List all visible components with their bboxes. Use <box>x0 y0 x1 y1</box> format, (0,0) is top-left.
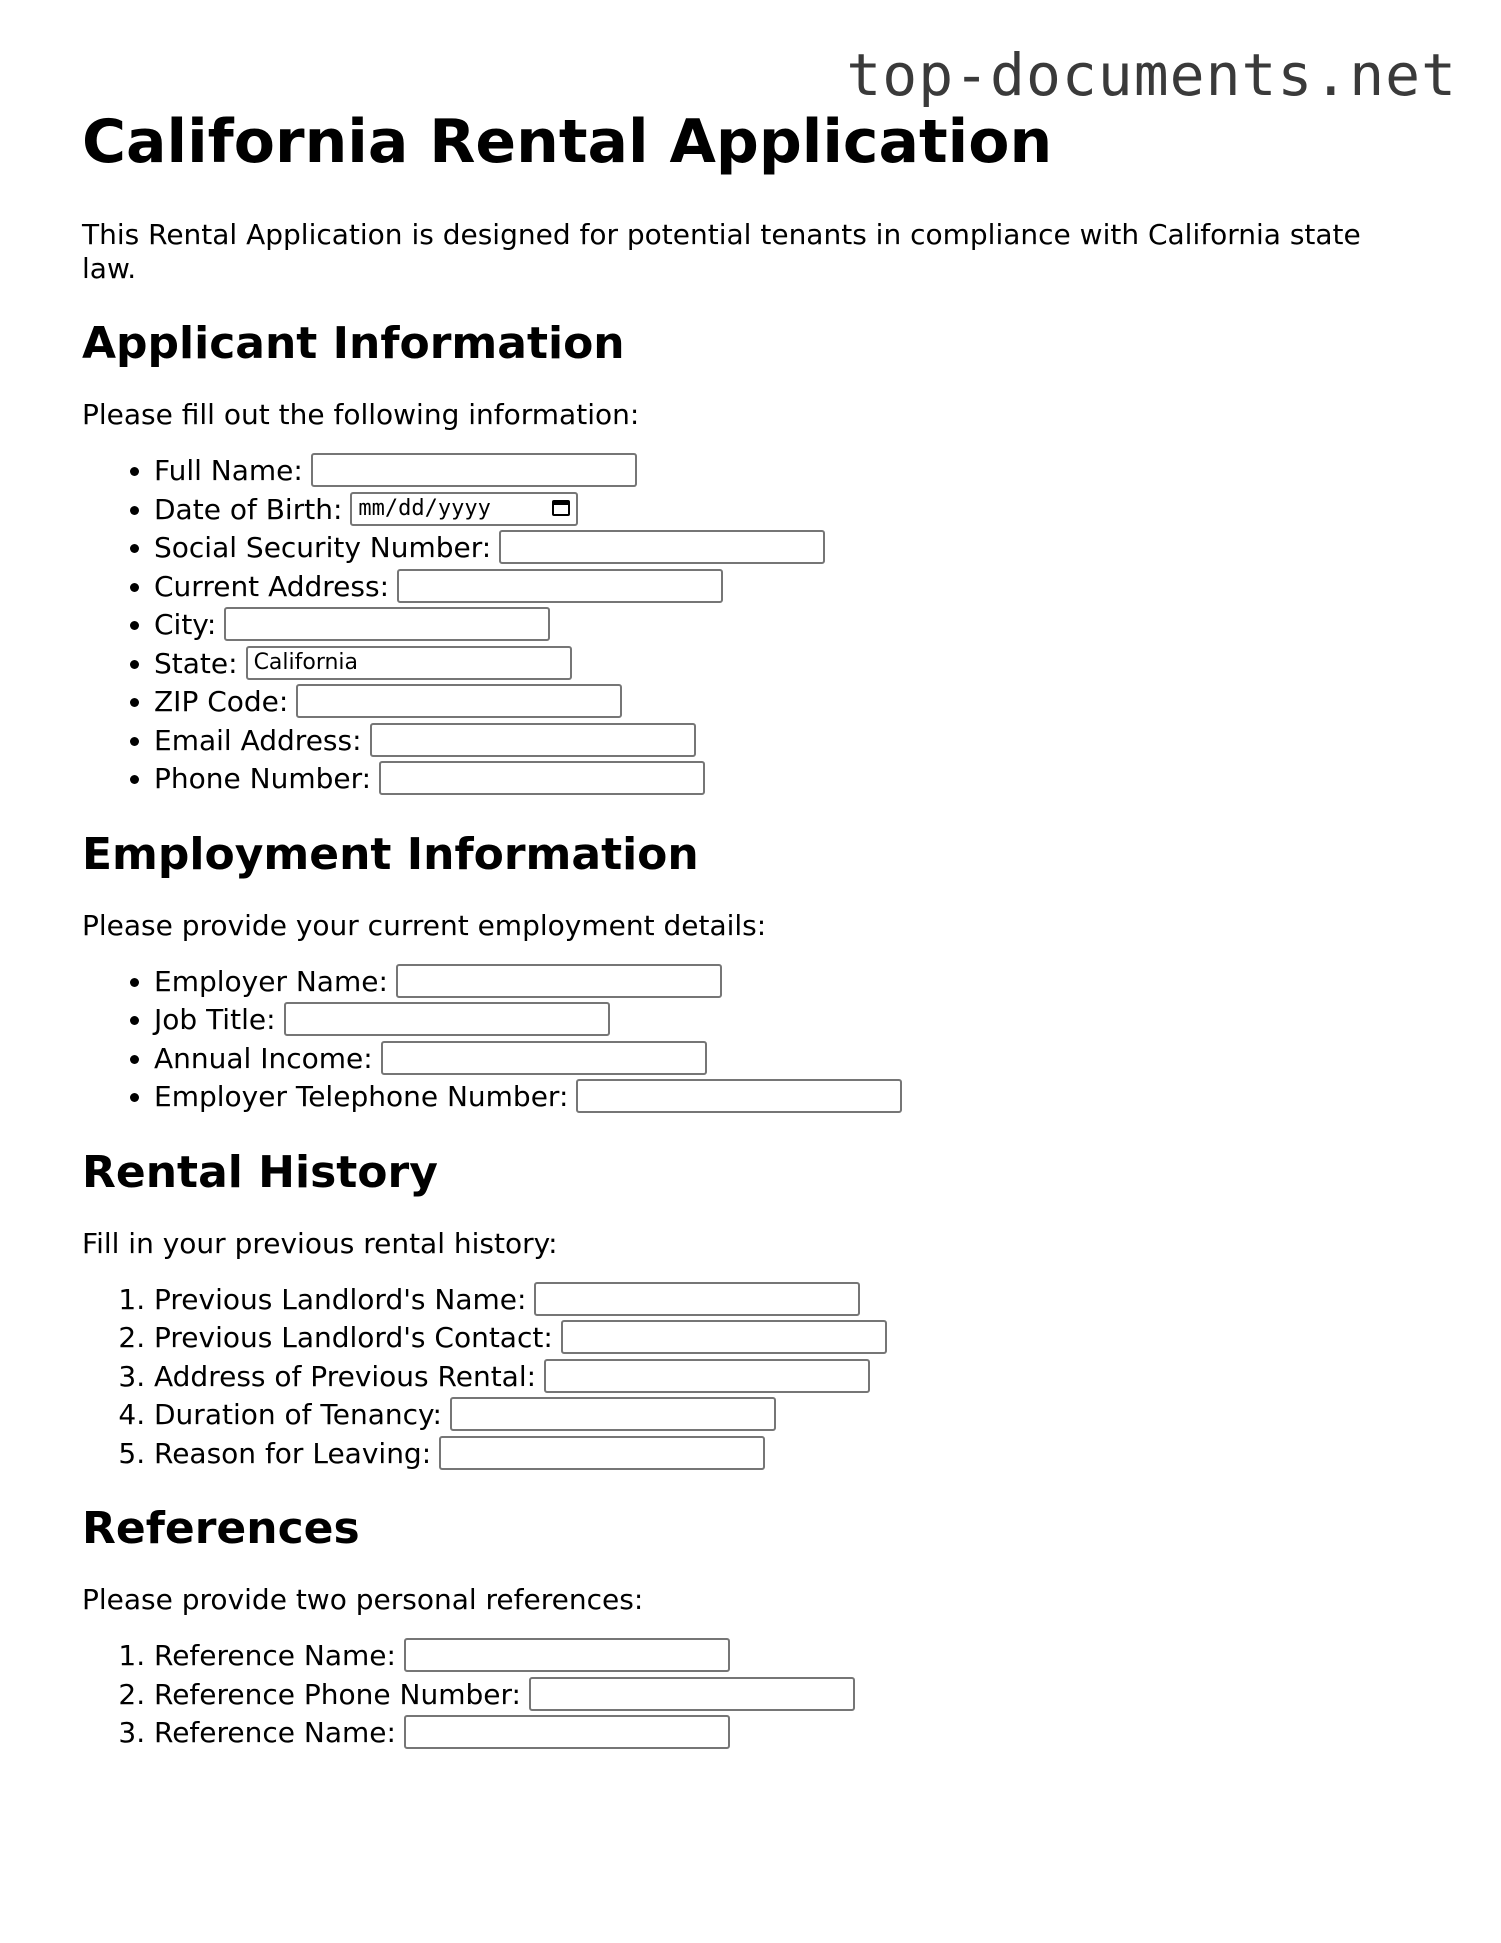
list-item <box>154 452 1422 491</box>
employment-heading: Employment Information <box>82 828 699 880</box>
ssn-input[interactable] <box>499 530 825 564</box>
landlord-name-label: Previous Landlord's Name: <box>154 1282 527 1316</box>
list-item <box>154 1637 1422 1676</box>
landlord-contact-input[interactable] <box>561 1320 887 1354</box>
list-item <box>154 1435 1422 1474</box>
references-prompt: Please provide two personal references: <box>82 1583 644 1616</box>
references-list <box>82 1637 1422 1753</box>
list-item <box>154 760 1422 799</box>
calendar-icon[interactable] <box>552 500 570 516</box>
document <box>82 104 1422 1753</box>
employer-phone-input[interactable] <box>576 1079 902 1113</box>
email-input[interactable] <box>370 723 696 757</box>
list-item <box>154 645 1422 684</box>
list-item <box>154 606 1422 645</box>
dob-placeholder: mm/dd/yyyy <box>358 495 491 521</box>
ref1-name-input[interactable] <box>404 1638 730 1672</box>
references-heading: References <box>82 1503 360 1554</box>
email-label: Email Address: <box>154 723 362 757</box>
applicant-heading: Applicant Information <box>82 318 625 369</box>
address-label: Current Address: <box>154 569 390 603</box>
employer-phone-label: Employer Telephone Number: <box>154 1080 569 1113</box>
job-title-input[interactable] <box>284 1002 610 1036</box>
list-item <box>154 1281 1422 1320</box>
list-item <box>154 963 1422 1002</box>
watermark: top-documents.net <box>846 41 1457 109</box>
employer-label: Employer Name: <box>154 964 388 998</box>
city-input[interactable] <box>224 607 550 641</box>
list-item <box>154 491 1422 530</box>
landlord-name-input[interactable] <box>534 1282 860 1316</box>
income-label: Annual Income: <box>154 1041 373 1075</box>
dob-label: Date of Birth: <box>154 492 343 526</box>
page-title: California Rental Application <box>82 107 1053 177</box>
rental-history-prompt: Fill in your previous rental history: <box>82 1226 558 1260</box>
zip-input[interactable] <box>296 684 622 718</box>
ref2-name-input[interactable] <box>404 1715 730 1749</box>
ref2-name-label: Reference Name: <box>154 1716 396 1749</box>
list-item <box>154 568 1422 607</box>
list-item <box>154 1358 1422 1397</box>
list-item <box>154 1714 1422 1753</box>
state-label: State: <box>154 646 238 680</box>
landlord-contact-label: Previous Landlord's Contact: <box>154 1321 553 1354</box>
list-item <box>154 1676 1422 1715</box>
city-label: City: <box>154 608 217 641</box>
list-item <box>154 722 1422 761</box>
address-input[interactable] <box>397 569 723 603</box>
intro-text: This Rental Application is designed for potential tenants in compliance with California state law. <box>82 218 1361 285</box>
prev-address-label: Address of Previous Rental: <box>154 1359 537 1393</box>
applicant-prompt: Please fill out the following information: <box>82 398 640 431</box>
list-item <box>154 1078 1422 1117</box>
rental-history-heading: Rental History <box>82 1146 438 1198</box>
employment-list <box>82 963 1422 1117</box>
employer-input[interactable] <box>396 964 722 998</box>
prev-address-input[interactable] <box>544 1359 870 1393</box>
ssn-label: Social Security Number: <box>154 531 492 564</box>
duration-label: Duration of Tenancy: <box>154 1398 442 1431</box>
employment-prompt: Please provide your current employment details: <box>82 908 767 942</box>
reason-input[interactable] <box>439 1436 765 1470</box>
phone-input[interactable] <box>379 761 705 795</box>
phone-label: Phone Number: <box>154 762 372 795</box>
full-name-input[interactable] <box>311 453 637 487</box>
list-item <box>154 1319 1422 1358</box>
job-title-label: Job Title: <box>154 1003 276 1036</box>
list-item <box>154 1001 1422 1040</box>
zip-label: ZIP Code: <box>154 685 289 718</box>
ref1-name-label: Reference Name: <box>154 1639 396 1672</box>
list-item <box>154 683 1422 722</box>
list-item <box>154 1396 1422 1435</box>
state-input[interactable]: California <box>246 646 572 680</box>
list-item <box>154 529 1422 568</box>
list-item <box>154 1040 1422 1079</box>
ref-phone-label: Reference Phone Number: <box>154 1677 521 1711</box>
dob-input[interactable] <box>350 492 578 526</box>
applicant-list <box>82 452 1422 799</box>
full-name-label: Full Name: <box>154 454 303 487</box>
rental-history-list <box>82 1281 1422 1474</box>
reason-label: Reason for Leaving: <box>154 1436 432 1470</box>
duration-input[interactable] <box>450 1397 776 1431</box>
income-input[interactable] <box>381 1041 707 1075</box>
ref-phone-input[interactable] <box>529 1677 855 1711</box>
